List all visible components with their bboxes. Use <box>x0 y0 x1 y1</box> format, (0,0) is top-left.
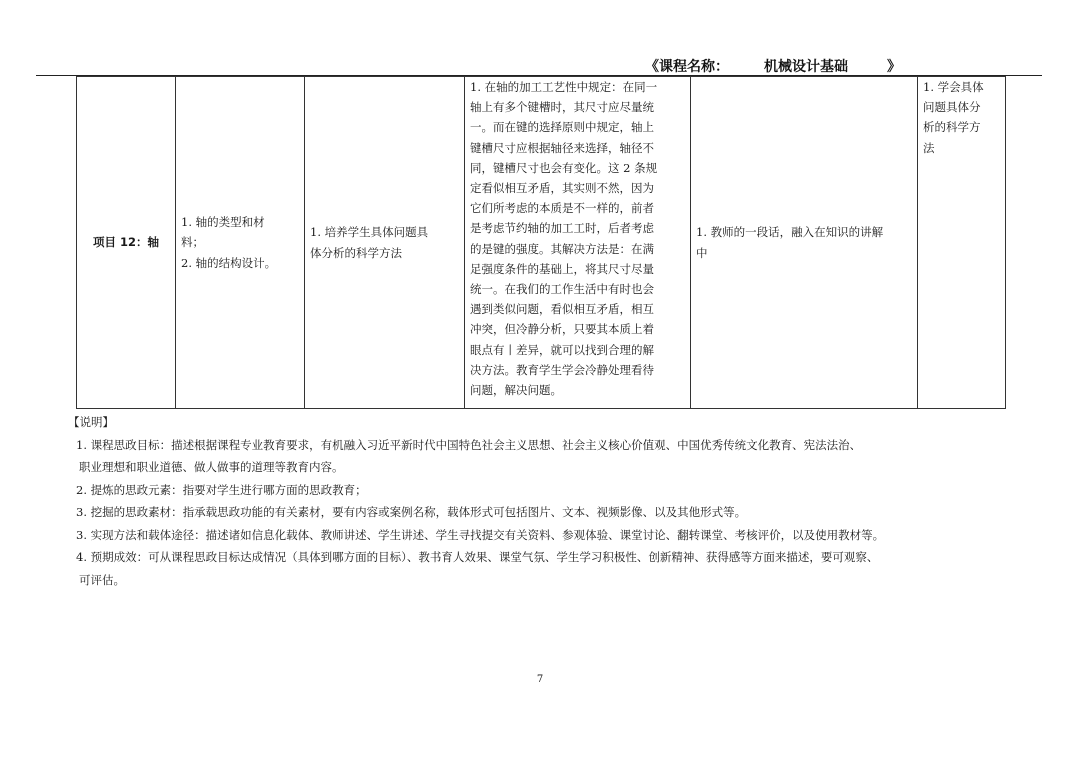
notes-title: 【说明】 <box>68 415 114 429</box>
material-line: 眼点有丨差异，就可以找到合理的解 <box>470 342 654 357</box>
material-line: 1. 在轴的加工工艺性中规定：在同一 <box>470 80 658 94</box>
material-line: 问题，解决问题。 <box>470 383 562 398</box>
content-line: 1. 轴的类型和材 <box>181 215 265 230</box>
content-line: 2. 轴的结构设计。 <box>181 255 277 270</box>
course-name: 机械设计基础 <box>731 56 881 77</box>
material-line: 决方法。教育学生学会冷静处理看待 <box>470 362 654 377</box>
material-line: 的是键的强度。其解决方法是：在满 <box>470 241 654 256</box>
outcome-line: 析的科学方 <box>923 120 981 135</box>
method-cell <box>691 77 918 409</box>
goal-line: 体分析的科学方法 <box>310 245 402 260</box>
content-line: 料； <box>181 235 204 250</box>
note-item-2: 2. 提炼的思政元素：指要对学生进行哪方面的思政教育； <box>76 482 367 497</box>
note-item-1-continuation: 职业理想和职业道德、做人做事的道理等教育内容。 <box>79 460 344 474</box>
material-line: 统一。在我们的工作生活中有时也会 <box>470 282 654 297</box>
material-line: 遇到类似问题，看似相互矛盾，相互 <box>470 302 654 317</box>
outcome-line: 问题具体分 <box>923 100 981 115</box>
ideology-table <box>76 76 1006 409</box>
material-line: 定看似相互矛盾，其实则不然，因为 <box>470 181 654 196</box>
method-line: 1. 教师的一段话，融入在知识的讲解 <box>696 225 884 240</box>
note-item-3: 3. 挖掘的思政素材：指承载思政功能的有关素材，要有内容或案例名称，载体形式可包括图片、文本、视频影像、以及其他形式等。 <box>76 505 747 519</box>
goal-cell <box>305 77 465 409</box>
note-item-4: 3. 实现方法和载体途径：描述诸如信息化载体、教师讲述、学生讲述、学生寻找提交有关资料、参观体验、课堂讨论、翻转课堂、考核评价，以及使用教材等。 <box>76 527 885 542</box>
material-line: 冲突，但冷静分析，只要其本质上着 <box>470 322 654 337</box>
material-line: 同，键槽尺寸也会有变化。这 2 条规 <box>470 160 658 175</box>
outcome-line: 法 <box>923 140 935 155</box>
note-item-5-continuation: 可评估。 <box>79 572 125 587</box>
material-line: 它们所考虑的本质是不一样的，前者 <box>470 201 654 216</box>
header-suffix: 》 <box>887 59 901 75</box>
material-line: 轴上有多个键槽时，其尺寸应尽量统 <box>470 100 654 115</box>
outcome-line: 1. 学会具体 <box>923 80 984 94</box>
note-item-1: 1. 课程思政目标：描述根据课程专业教育要求，有机融入习近平新时代中国特色社会主义思想、社会主义核心价值观、中国优秀传统文化教育、宪法法治、 <box>76 437 862 452</box>
content-cell <box>176 77 305 409</box>
material-cell <box>465 77 691 409</box>
page-header <box>645 56 901 77</box>
project-cell: 项目 12：轴 <box>77 77 176 409</box>
table-row <box>77 77 1006 409</box>
material-line: 一。而在键的选择原则中规定，轴上 <box>470 120 654 135</box>
material-line: 足强度条件的基础上，将其尺寸尽量 <box>470 261 654 276</box>
header-prefix: 《课程名称： <box>645 59 729 75</box>
material-line: 键槽尺寸应根据轴径来选择，轴径不 <box>470 140 654 155</box>
outcome-cell <box>918 77 1006 409</box>
material-line: 是考虑节约轴的加工工时，后者考虑 <box>470 221 654 236</box>
note-item-5: 4. 预期成效：可从课程思政目标达成情况（具体到哪方面的目标）、教书育人效果、课堂气氛、学生学习积极性、创新精神、获得感等方面来描述，要可观察、 <box>76 550 879 564</box>
method-line: 中 <box>696 245 708 260</box>
page-number: 7 <box>536 674 544 685</box>
notes-section <box>66 411 1026 591</box>
goal-line: 1. 培养学生具体问题具 <box>310 225 429 240</box>
